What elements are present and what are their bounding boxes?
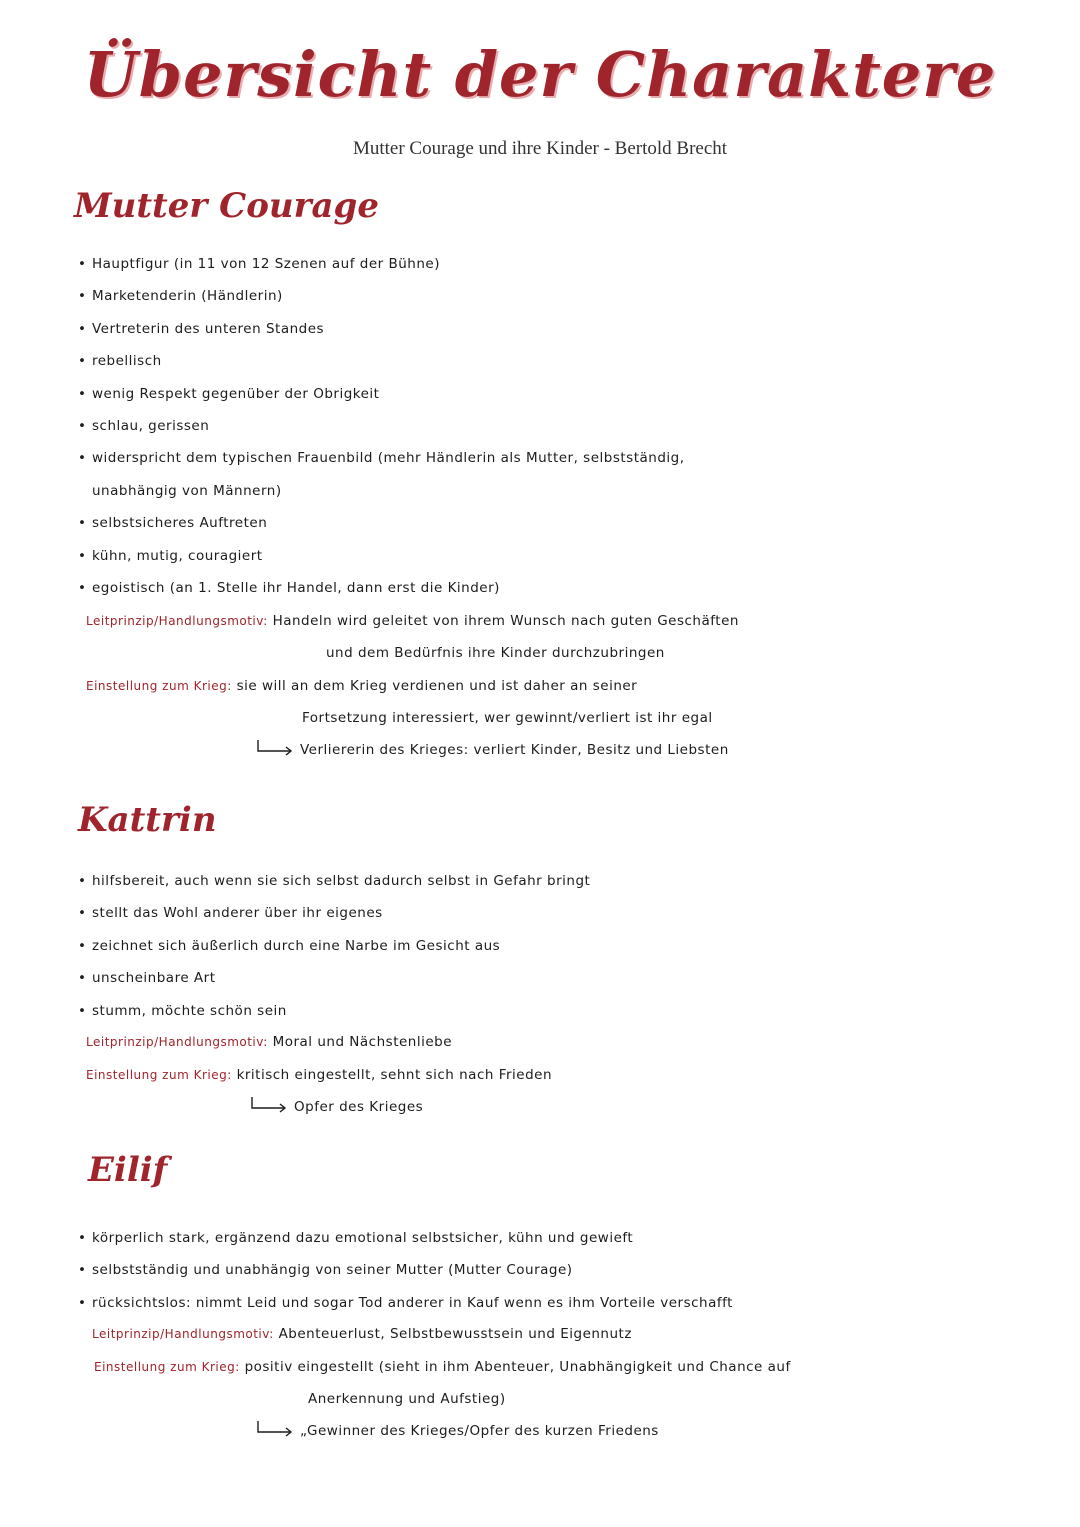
war-row-kattrin (86, 1065, 552, 1085)
list-item: • stellt das Wohl anderer über ihr eigenes (78, 905, 383, 922)
war-row-eilif (94, 1357, 791, 1377)
arrow-right-icon (250, 1097, 288, 1113)
conclusion-kattrin: Opfer des Krieges (250, 1097, 423, 1117)
motive-text: Handeln wird geleitet von ihrem Wunsch nach guten Geschäften (272, 613, 739, 629)
war-label: Einstellung zum Krieg: (86, 1068, 232, 1082)
conclusion-mutter-courage: Verliererin des Krieges: verliert Kinder, Besitz und Liebsten (256, 740, 729, 760)
war-text: positiv eingestellt (sieht in ihm Abenteuer, Unabhängigkeit und Chance auf (244, 1359, 791, 1375)
list-item: • Vertreterin des unteren Standes (78, 320, 325, 337)
list-item: • hilfsbereit, auch wenn sie sich selbst dadurch selbst in Gefahr bringt (78, 873, 591, 889)
war-label: Einstellung zum Krieg: (86, 679, 232, 693)
war-text-continuation: Fortsetzung interessiert, wer gewinnt/verliert ist ihr egal (302, 710, 713, 726)
list-item: • rücksichtslos: nimmt Leid und sogar Tod anderer in Kauf wenn es ihm Vorteile verschafft (78, 1294, 733, 1311)
arrow-right-icon (256, 1421, 294, 1437)
list-item: • körperlich stark, ergänzend dazu emotional selbstsicher, kühn und gewieft (78, 1230, 634, 1246)
list-item: • widerspricht dem typischen Frauenbild (mehr Händlerin als Mutter, selbstständig, (78, 450, 685, 467)
motive-text: Abenteuerlust, Selbstbewusstsein und Eigennutz (278, 1326, 632, 1342)
character-name-kattrin: Kattrin (78, 800, 217, 840)
trait-list-mutter-courage (78, 248, 998, 604)
character-name-eilif: Eilif (88, 1150, 168, 1190)
list-item: • rebellisch (78, 353, 162, 370)
arrow-right-icon (256, 740, 294, 756)
list-item: • stumm, möchte schön sein (78, 1002, 287, 1019)
character-name-mutter-courage: Mutter Courage (74, 186, 379, 226)
trait-list-eilif (78, 1222, 998, 1319)
page-subtitle: Mutter Courage und ihre Kinder - Bertold Brecht (352, 138, 728, 159)
motive-label: Leitprinzip/Handlungsmotiv: (92, 1327, 274, 1341)
war-label: Einstellung zum Krieg: (94, 1360, 240, 1374)
motive-text: Moral und Nächstenliebe (272, 1034, 453, 1050)
page-title: Übersicht der Charaktere (83, 38, 997, 111)
list-item: • egoistisch (an 1. Stelle ihr Handel, dann erst die Kinder) (78, 580, 500, 597)
motive-label: Leitprinzip/Handlungsmotiv: (86, 614, 268, 628)
list-item: • Hauptfigur (in 11 von 12 Szenen auf der Bühne) (78, 256, 440, 272)
war-row-mutter-courage (86, 676, 637, 696)
list-item: • Marketenderin (Händlerin) (78, 288, 283, 305)
motive-text-continuation: und dem Bedürfnis ihre Kinder durchzubringen (326, 645, 665, 661)
list-item: • kühn, mutig, couragiert (78, 547, 263, 564)
list-item: • zeichnet sich äußerlich durch eine Narbe im Gesicht aus (78, 937, 501, 954)
list-item: • selbstsicheres Auftreten (78, 515, 268, 532)
trait-list-kattrin (78, 865, 998, 1027)
motive-row-eilif (92, 1324, 632, 1344)
list-item-continuation: unabhängig von Männern) (92, 482, 282, 499)
war-text: kritisch eingestellt, sehnt sich nach Frieden (236, 1067, 553, 1083)
motive-label: Leitprinzip/Handlungsmotiv: (86, 1035, 268, 1049)
conclusion-eilif: „Gewinner des Krieges/Opfer des kurzen Friedens (256, 1421, 659, 1441)
war-text: sie will an dem Krieg verdienen und ist daher an seiner (236, 678, 638, 694)
list-item: • schlau, gerissen (78, 418, 210, 435)
motive-row-mutter-courage (86, 611, 739, 631)
list-item: • unscheinbare Art (78, 970, 216, 987)
list-item: • selbstständig und unabhängig von seiner Mutter (Mutter Courage) (78, 1262, 573, 1279)
list-item: • wenig Respekt gegenüber der Obrigkeit (78, 385, 380, 402)
war-text-continuation: Anerkennung und Aufstieg) (308, 1391, 506, 1407)
motive-row-kattrin (86, 1032, 452, 1052)
